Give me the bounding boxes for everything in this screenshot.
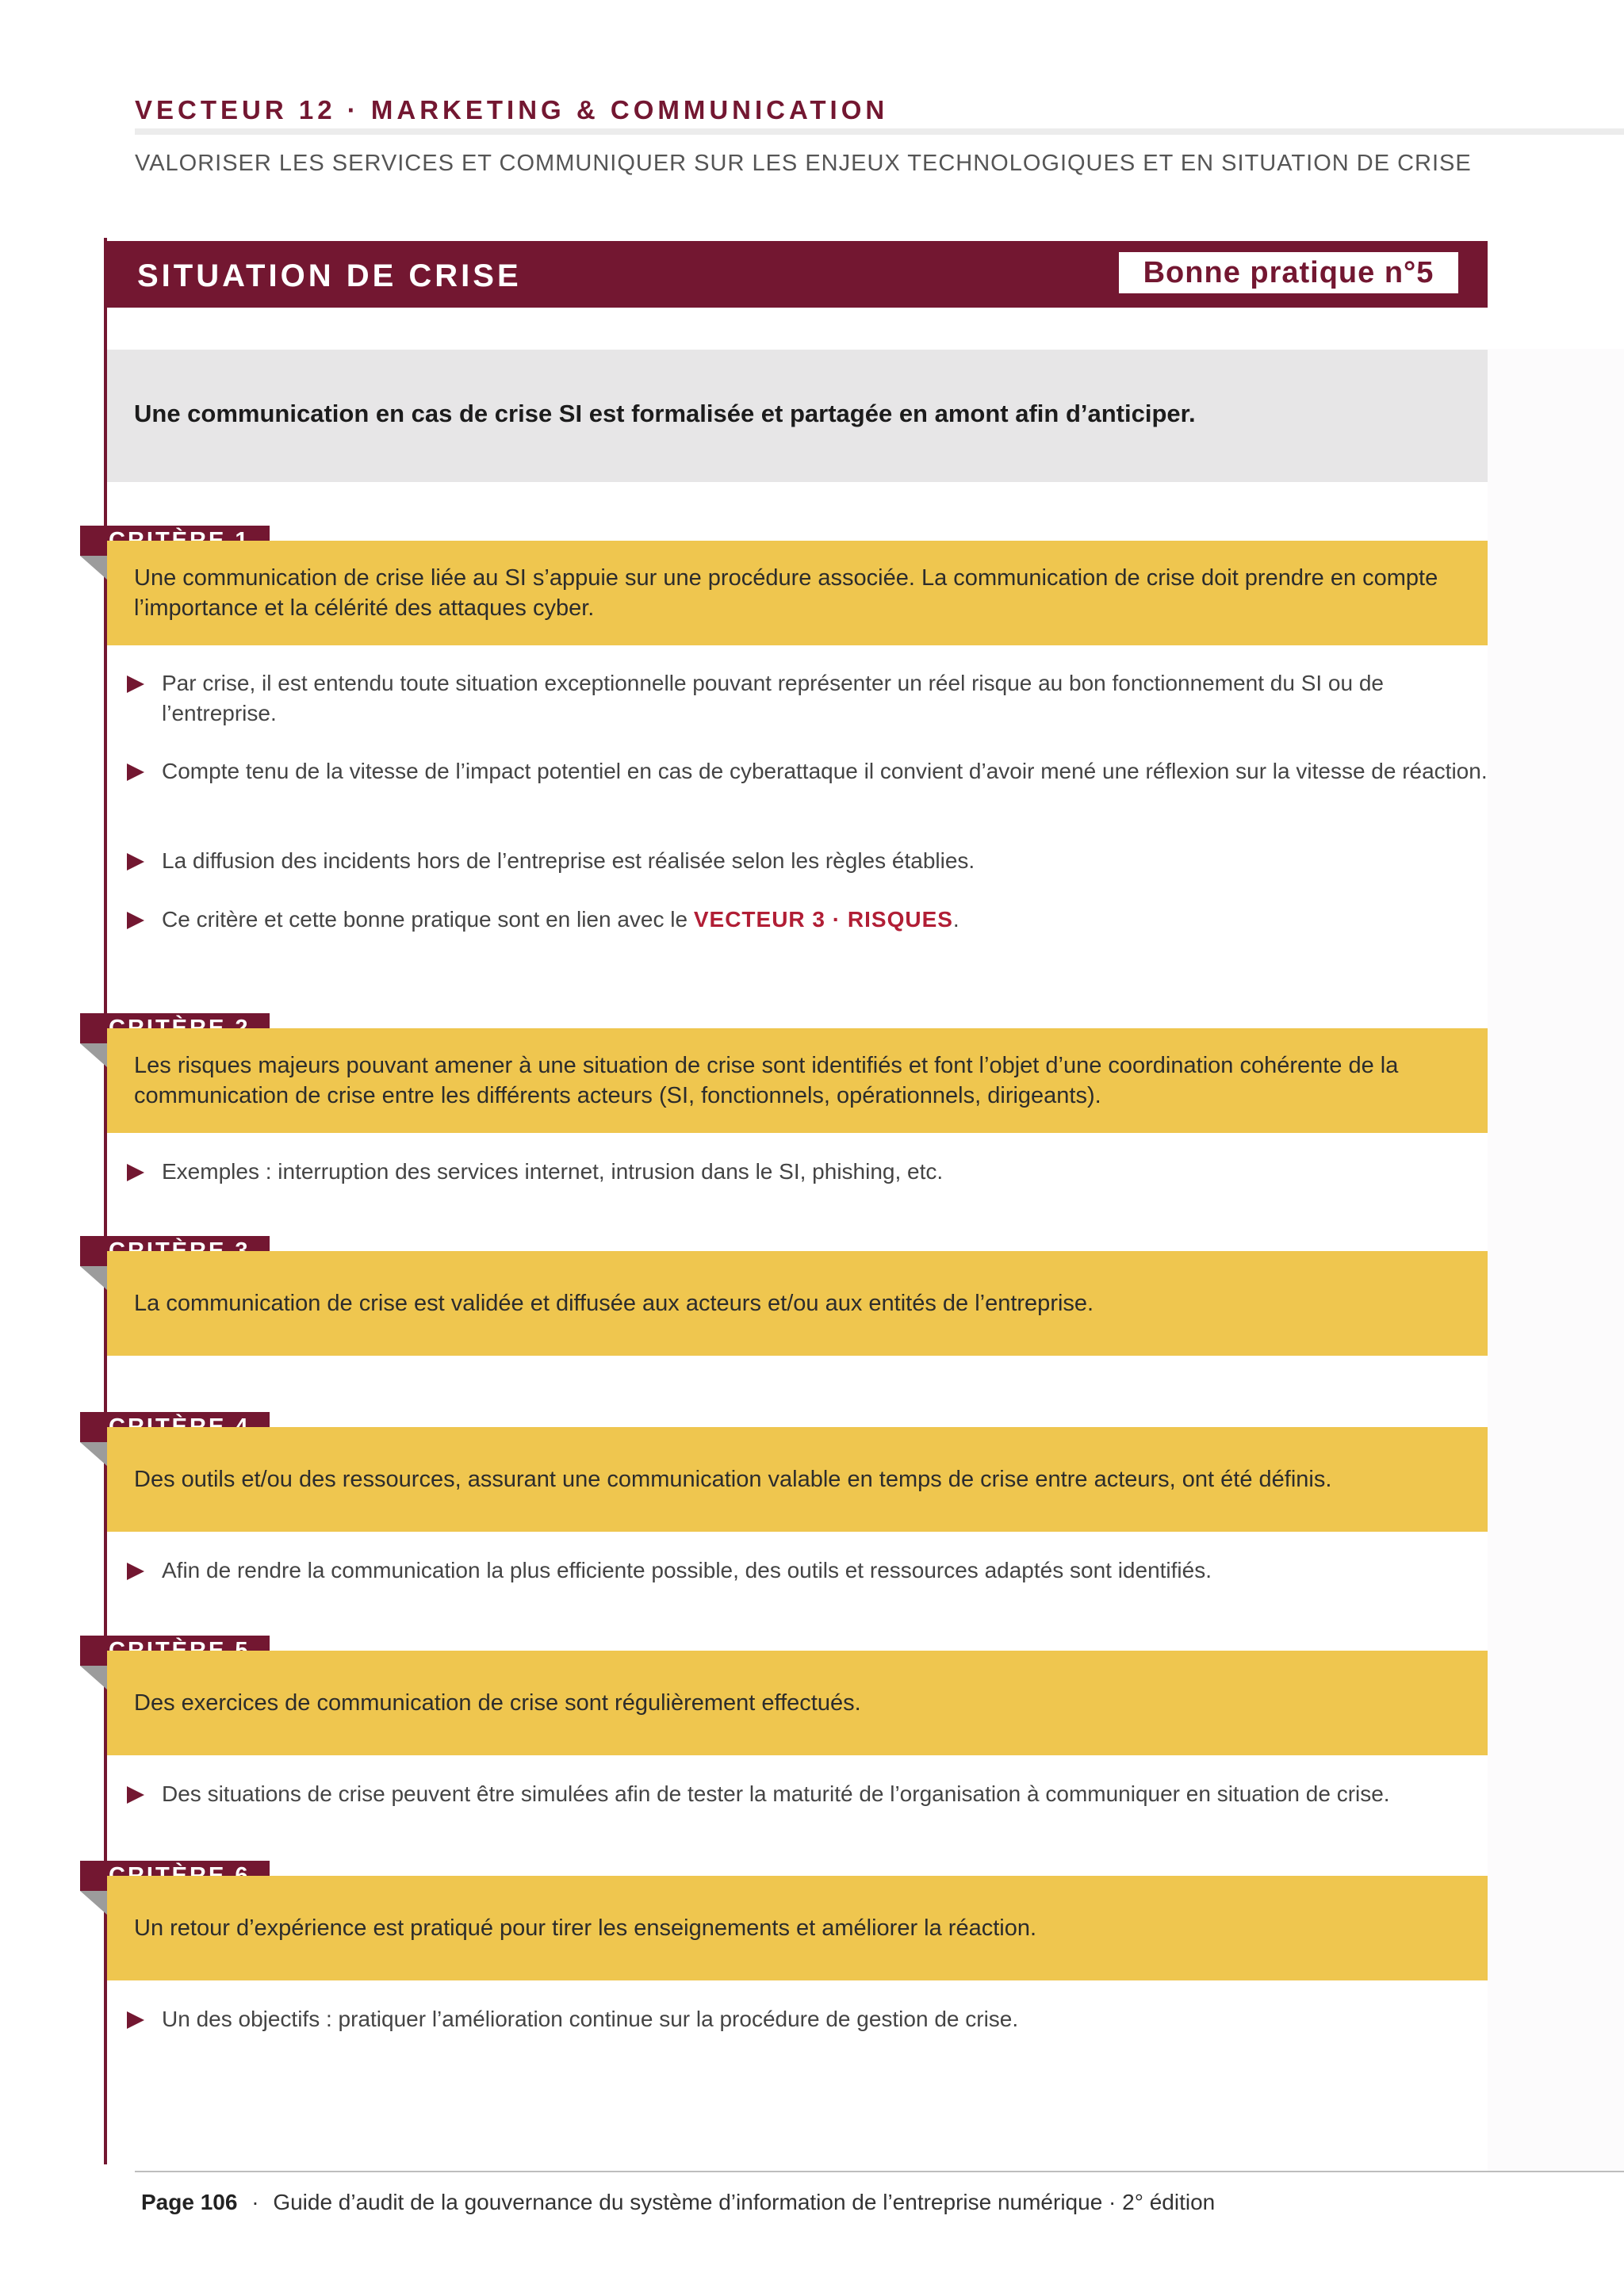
criterion-4-text: Des outils et/ou des ressources, assurant une communication valable en temps de crise entre acteurs, ont été définis. [134, 1467, 1332, 1492]
right-margin-shade [1488, 349, 1624, 2172]
section-banner [104, 241, 1488, 308]
criterion-5-bullet-1: Des situations de crise peuvent être simulées afin de tester la maturité de l’organisation à communiquer en situation de crise. [127, 1779, 1488, 1809]
criterion-5-text: Des exercices de communication de crise sont régulièrement effectués. [134, 1690, 861, 1716]
vecteur-3-link[interactable]: VECTEUR 3 · RISQUES [693, 907, 953, 932]
criterion-2-box [107, 1028, 1488, 1133]
criterion-1-bullet-3: La diffusion des incidents hors de l’entreprise est réalisée selon les règles établies. [127, 846, 1488, 876]
criterion-6-text: Un retour d’expérience est pratiqué pour tirer les enseignements et améliorer la réaction. [134, 1915, 1037, 1941]
footer-rule [135, 2171, 1624, 2172]
triangle-bullet-icon [127, 2011, 144, 2029]
criterion-1-box [107, 541, 1488, 645]
criterion-5-fold [80, 1666, 107, 1689]
footer-separator: · [251, 2190, 259, 2214]
criterion-3-fold [80, 1266, 107, 1290]
section-title: SITUATION DE CRISE [137, 258, 522, 293]
page-number: Page 106 [141, 2190, 238, 2214]
criterion-1-text: Une communication de crise liée au SI s’appuie sur une procédure associée. La communication de crise doit prendre en compte l’importance et la célérité des attaques cyber. [134, 565, 1438, 621]
triangle-bullet-icon [127, 912, 144, 929]
criterion-6-bullet-1: Un des objectifs : pratiquer l’amélioration continue sur la procédure de gestion de crise. [127, 2004, 1488, 2034]
criterion-6-box [107, 1876, 1488, 1980]
criterion-4-fold [80, 1442, 107, 1466]
page-footer [141, 2190, 1215, 2215]
triangle-bullet-icon [127, 1786, 144, 1804]
criterion-1-bullet-4: Ce critère et cette bonne pratique sont en lien avec le VECTEUR 3 · RISQUES. [127, 905, 1488, 935]
criterion-6-fold [80, 1891, 107, 1915]
triangle-bullet-icon [127, 1563, 144, 1580]
best-practice-badge: Bonne pratique n°5 [1119, 252, 1458, 293]
criterion-3-text: La communication de crise est validée et diffusée aux acteurs et/ou aux entités de l’entreprise. [134, 1291, 1094, 1316]
vector-title: VECTEUR 12 · MARKETING & COMMUNICATION [135, 95, 889, 124]
criterion-1-bullet-1: Par crise, il est entendu toute situation exceptionnelle pouvant représenter un réel risque au bon fonctionnement du SI ou de l’entreprise. [127, 668, 1488, 729]
criterion-2-bullet-1: Exemples : interruption des services internet, intrusion dans le SI, phishing, etc. [127, 1157, 1488, 1187]
criterion-2-text: Les risques majeurs pouvant amener à une situation de crise sont identifiés et font l’objet d’une coordination cohérente de la communication de crise entre les différents acteurs (SI, fonctionnels, opérationnels, dirigeants). [134, 1053, 1399, 1108]
criterion-3-box [107, 1251, 1488, 1356]
intro-box [107, 350, 1488, 482]
criterion-2-fold [80, 1043, 107, 1067]
criterion-4-box [107, 1427, 1488, 1532]
criterion-5-box [107, 1651, 1488, 1755]
criterion-1-fold [80, 556, 107, 580]
triangle-bullet-icon [127, 763, 144, 781]
vector-subtitle: VALORISER LES SERVICES ET COMMUNIQUER SUR LES ENJEUX TECHNOLOGIQUES ET EN SITUATION DE CRISE [135, 151, 1472, 176]
triangle-bullet-icon [127, 675, 144, 693]
header-rule [135, 128, 1624, 135]
intro-text: Une communication en cas de crise SI est formalisée et partagée en amont afin d’anticiper. [134, 400, 1196, 427]
footer-text: Guide d’audit de la gouvernance du système d’information de l’entreprise numérique · 2° édition [273, 2190, 1216, 2214]
triangle-bullet-icon [127, 853, 144, 871]
criterion-4-bullet-1: Afin de rendre la communication la plus efficiente possible, des outils et ressources adaptés sont identifiés. [127, 1556, 1488, 1586]
criterion-1-bullet-2: Compte tenu de la vitesse de l’impact potentiel en cas de cyberattaque il convient d’avoir mené une réflexion sur la vitesse de réaction. [127, 756, 1488, 786]
triangle-bullet-icon [127, 1164, 144, 1181]
